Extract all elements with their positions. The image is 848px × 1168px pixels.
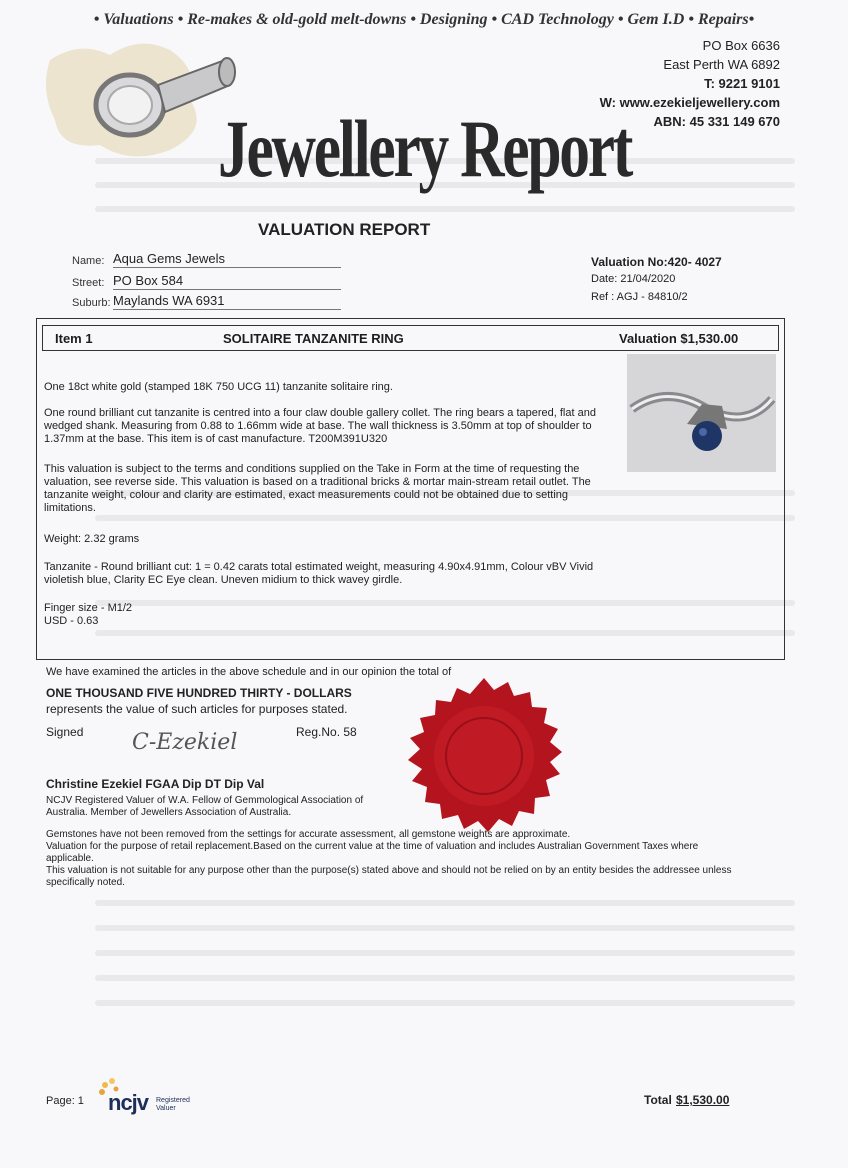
signed-label: Signed bbox=[46, 725, 84, 739]
client-suburb: Maylands WA 6931 bbox=[113, 293, 341, 310]
item-usd: USD - 0.63 bbox=[44, 615, 99, 627]
suburb-label: Suburb: bbox=[72, 297, 111, 309]
item-description-1: One 18ct white gold (stamped 18K 750 UCG 11) tanzanite solitaire ring. bbox=[44, 381, 393, 393]
valuation-date: Date: 21/04/2020 bbox=[591, 273, 676, 285]
represents-text: represents the value of such articles for purposes stated. bbox=[46, 702, 348, 716]
signature: C-Ezekiel bbox=[132, 730, 238, 755]
bleed-line bbox=[95, 975, 795, 981]
contact-abn: ABN: 45 331 149 670 bbox=[653, 114, 780, 129]
item-header bbox=[42, 325, 779, 351]
valuer-description: NCJV Registered Valuer of W.A. Fellow of Gemmological Association of Australia. Member of Jewellers Association of Australia. bbox=[46, 795, 364, 818]
services-line: • Valuations • Re-makes & old-gold melt-downs • Designing • CAD Technology • Gem I.D • Repairs• bbox=[93, 11, 755, 28]
contact-suburb: East Perth WA 6892 bbox=[663, 57, 780, 72]
page-number: Page: 1 bbox=[46, 1095, 84, 1107]
item-weight: Weight: 2.32 grams bbox=[44, 533, 140, 545]
item-finger-size: Finger size - M1/2 bbox=[44, 602, 133, 614]
disclaimer-1: Gemstones have not been removed from the settings for accurate assessment, all gemstone weights are approximate. bbox=[46, 829, 571, 840]
bleed-line bbox=[95, 206, 795, 212]
client-name: Aqua Gems Jewels bbox=[113, 251, 341, 268]
name-label: Name: bbox=[72, 255, 105, 267]
street-label: Street: bbox=[72, 277, 105, 289]
report-title: VALUATION REPORT bbox=[258, 220, 431, 239]
ring-photo bbox=[627, 354, 776, 472]
bleed-line bbox=[95, 950, 795, 956]
contact-phone: T: 9221 9101 bbox=[704, 76, 780, 91]
valuer-name: Christine Ezekiel FGAA Dip DT Dip Val bbox=[46, 777, 265, 791]
total-amount: $1,530.00 bbox=[676, 1093, 730, 1107]
total-label: Total bbox=[644, 1093, 672, 1107]
item-valuation: Valuation $1,530.00 bbox=[619, 331, 739, 346]
bleed-line bbox=[95, 900, 795, 906]
bleed-line bbox=[95, 1000, 795, 1006]
item-number: Item 1 bbox=[55, 331, 93, 346]
disclaimer-3: This valuation is not suitable for any purpose other than the purpose(s) stated above and should not be relied on by an entity besides the addressee unless specifically noted. bbox=[46, 865, 732, 888]
contact-web: W: www.ezekieljewellery.com bbox=[599, 95, 780, 110]
amount-in-words: ONE THOUSAND FIVE HUNDRED THIRTY - DOLLARS bbox=[46, 686, 352, 700]
client-street: PO Box 584 bbox=[113, 273, 341, 290]
brand-title: Jewellery Report bbox=[218, 103, 632, 194]
bleed-line bbox=[95, 925, 795, 931]
reference: Ref : AGJ - 84810/2 bbox=[591, 291, 688, 303]
valuation-number: Valuation No:420- 4027 bbox=[591, 255, 722, 269]
item-description-3: This valuation is subject to the terms and conditions supplied on the Take in Form at the time of requesting the valuation, see reverse side. This valuation is based on a traditional bricks & mortar main-stream retail outlet. The tanzanite weight, colour and clarity are estimated, exact measurements could not be obtained due to setting limitations. bbox=[44, 463, 591, 514]
opinion-intro: We have examined the articles in the above schedule and in our opinion the total of bbox=[46, 666, 452, 678]
item-stone-details: Tanzanite - Round brilliant cut: 1 = 0.42 carats total estimated weight, measuring 4.90x4.91mm, Colour vBV Vivid violetish blue, Clarity EC Eye clean. Uneven midium to thick wavey girdle. bbox=[44, 561, 594, 586]
item-description-2: One round brilliant cut tanzanite is centred into a four claw double gallery collet. The ring bears a tapered, flat and wedged shank. Measuring from 0.88 to 1.66mm wide at base. The wall thickness is 3.50mm at top of shoulder to 1.37mm at the base. This item is of cast manufacture. T200M391U320 bbox=[44, 407, 596, 445]
loupe-logo-icon bbox=[40, 30, 240, 170]
ncjv-logo: ncjv bbox=[108, 1090, 149, 1115]
item-title: SOLITAIRE TANZANITE RING bbox=[223, 331, 404, 346]
ncjv-registered-valuer: Registered Valuer bbox=[156, 1097, 190, 1112]
wax-seal-icon bbox=[400, 676, 568, 844]
disclaimer-2: Valuation for the purpose of retail replacement.Based on the current value at the time of valuation and includes Australian Government Taxes where applicable. bbox=[46, 841, 699, 864]
contact-po-box: PO Box 6636 bbox=[702, 38, 780, 53]
reg-number: Reg.No. 58 bbox=[296, 725, 357, 739]
